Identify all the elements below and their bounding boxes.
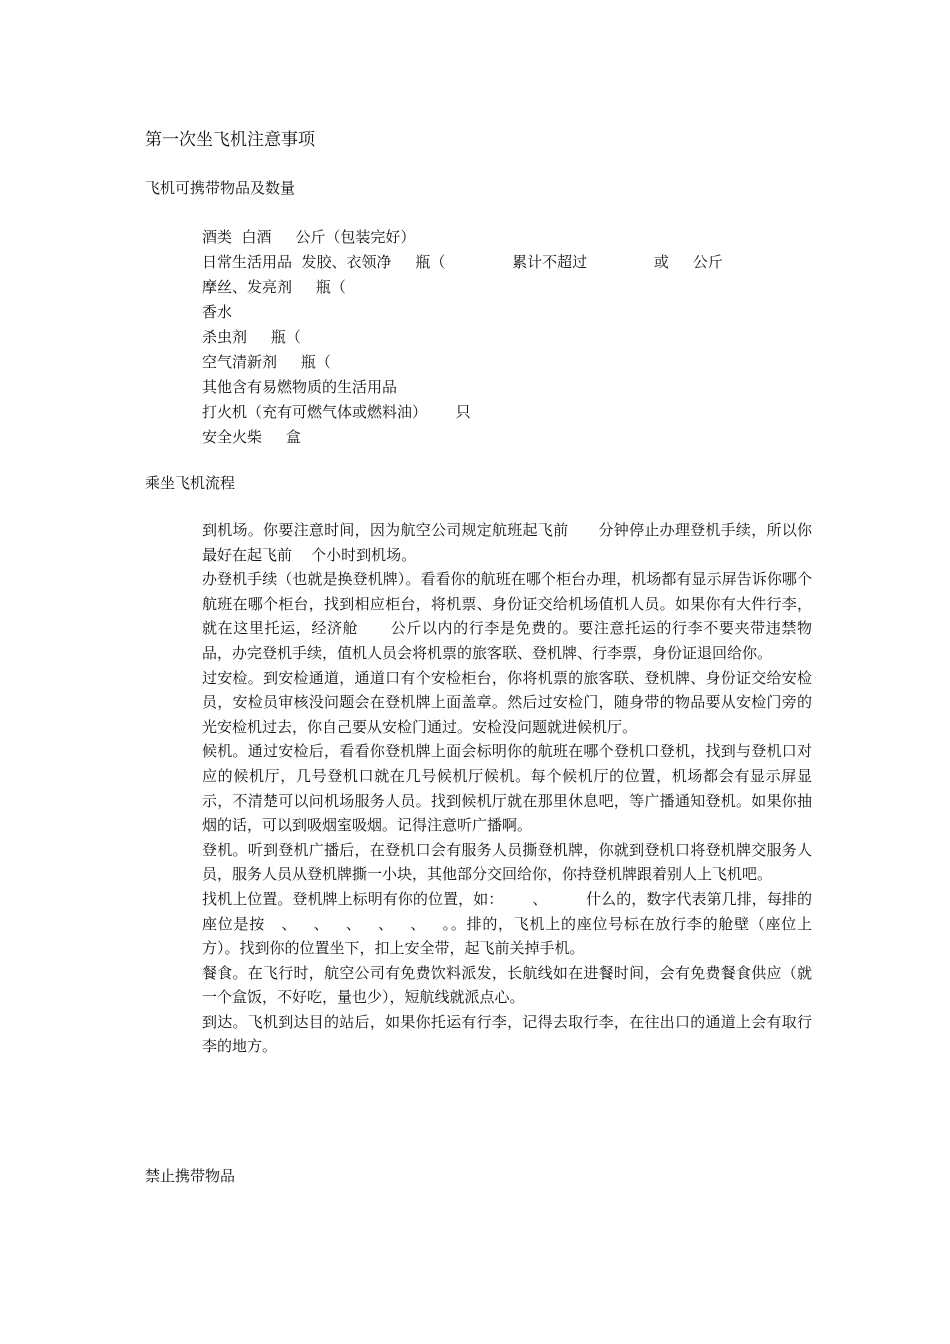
flight-process-steps xyxy=(202,518,836,1059)
carry-item: 打火机（充有可燃气体或燃料油） 只 xyxy=(202,403,471,421)
carry-item: 安全火柴 盒 xyxy=(202,428,301,446)
section-heading-forbidden-items: 禁止携带物品 xyxy=(145,1167,236,1185)
section-heading-carry-items: 飞机可携带物品及数量 xyxy=(145,179,296,197)
process-step-arrival: 到达。飞机到达目的站后，如果你托运有行李，记得去取行李，在往出口的通道上会有取行李的地方。 xyxy=(202,1012,812,1056)
carry-item: 酒类 白酒 公斤（包装完好） xyxy=(202,228,416,246)
process-step-find-seat: 找机上位置。登机牌上标明有你的位置，如： 、 什么的，数字代表第几排，每排的座位是按 、 、 、 、 、 。。排的，飞机上的座位号标在放行李的舱壁（座位上方）。找到你的位置坐下，扣上安全带，起飞前关掉手机。 xyxy=(202,889,812,958)
carry-item: 空气清新剂 瓶（ xyxy=(202,353,331,371)
process-step-security: 过安检。到安检通道，通道口有个安检柜台，你将机票的旅客联、登机牌、身份证交给安检员，安检员审核没问题会在登机牌上面盖章。然后过安检门，随身带的物品要从安检门旁的 光安检机过去，你自己要从安检门通过。安检没问题就进候机厅。 xyxy=(202,668,836,736)
document-title: 第一次坐飞机注意事项 xyxy=(145,130,315,150)
process-step-arrive-airport: 到机场。你要注意时间，因为航空公司规定航班起飞前 分钟停止办理登机手续，所以你最好在起飞前 个小时到机场。 xyxy=(202,521,812,564)
process-step-meal: 餐食。在飞行时，航空公司有免费饮料派发，长航线如在进餐时间，会有免费餐食供应（就一个盒饭，不好吃，量也少），短航线就派点心。 xyxy=(202,963,812,1007)
carry-item: 杀虫剂 瓶（ xyxy=(202,328,301,346)
carry-item: 其他含有易燃物质的生活用品 xyxy=(202,378,398,396)
process-step-check-in: 办登机手续（也就是换登机牌）。看看你的航班在哪个柜台办理，机场都有显示屏告诉你哪个航班在哪个柜台，找到相应柜台，将机票、身份证交给机场值机人员。如果你有大件行李，就在这里托运，经济舱 公斤以内的行李是免费的。要注意托运的行李不要夹带违禁物品，办完登机手续，值机人员会将机票的旅客联、登机牌、行李票，身份证退回给你。 xyxy=(202,570,812,662)
process-step-boarding: 登机。听到登机广播后，在登机口会有服务人员撕登机牌，你就到登机口将登机牌交服务人员，服务人员从登机牌撕一小块，其他部分交回给你，你持登机牌跟着别人上飞机吧。 xyxy=(202,840,812,884)
carry-item: 香水 xyxy=(202,303,233,321)
section-heading-flight-process: 乘坐飞机流程 xyxy=(145,474,236,492)
process-step-waiting: 候机。通过安检后，看看你登机牌上面会标明你的航班在哪个登机口登机，找到与登机口对应的候机厅，几号登机口就在几号候机厅候机。每个候机厅的位置，机场都会有显示屏显示，不清楚可以问机场服务人员。找到候机厅就在那里休息吧，等广播通知登机。如果你抽烟的话，可以到吸烟室吸烟。记得注意听广播啊。 xyxy=(202,742,812,835)
carry-item: 摩丝、发亮剂 瓶（ xyxy=(202,278,346,296)
carry-items-list xyxy=(202,225,723,450)
carry-item: 日常生活用品 发胶、衣领净 瓶（ 累计不超过 或 公斤 xyxy=(202,253,723,271)
